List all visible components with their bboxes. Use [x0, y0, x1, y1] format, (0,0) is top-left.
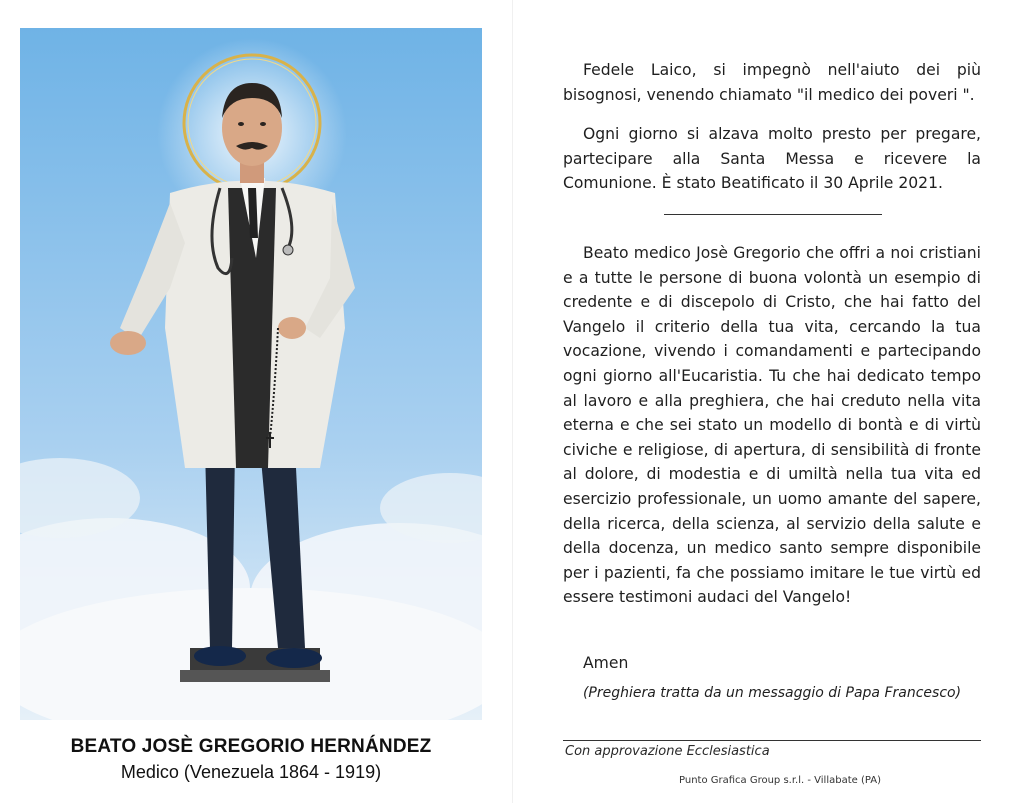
ecclesiastical-approval: Con approvazione Ecclesiastica [565, 744, 770, 759]
saint-subtitle: Medico (Venezuela 1864 - 1919) [120, 762, 382, 782]
prayer-source: (Preghiera tratta da un messaggio di Papa Francesco) [582, 685, 962, 701]
printer-credit: Punto Grafica Group s.r.l. - Villabate (PA) [679, 775, 881, 786]
amen-text: Amen [583, 654, 629, 672]
intro-paragraph-2: Ogni giorno si alzava molto presto per pregare, partecipare alla Santa Messa e ricevere la Comunione. È stato Beatificato il 30 Aprile 2021. [563, 125, 981, 193]
card-fold-line [512, 0, 513, 803]
prayer-text: Beato medico Josè Gregorio che offri a noi cristiani e a tutte le persone di buona volontà un esempio di credente e di discepolo di Cristo, che hai fatto del Vangelo il criterio della tua vita, cercando la tua vocazione, vivendo i comandamenti e partecipando ogni giorno all'Eucaristia. Tu che hai dedicato tempo al lavoro e alla preghiera, che hai creduto nella vita eterna e che sei stato un modello di bontà e di virtù civiche e religiose, di apertura, di sensibilità di fronte al dolore, di modestia e di umiltà nella tua vita ed esercizio professionale, un uomo amante del sapere, della ricerca, della scienza, al servizio della salute e della docenza, un medico santo sempre disponibile per i pazienti, fa che possiamo imitare le tue virtù ed essere testimoni audaci del Vangelo! [563, 244, 981, 607]
saint-figure-image [20, 28, 482, 720]
section-divider [664, 214, 882, 215]
intro-paragraph-1: Fedele Laico, si impegnò nell'aiuto dei più bisognosi, venendo chiamato "il medico dei poveri ". [563, 61, 981, 104]
footer-divider [563, 740, 981, 741]
saint-name-title: BEATO JOSÈ GREGORIO HERNÁNDEZ [70, 736, 432, 757]
